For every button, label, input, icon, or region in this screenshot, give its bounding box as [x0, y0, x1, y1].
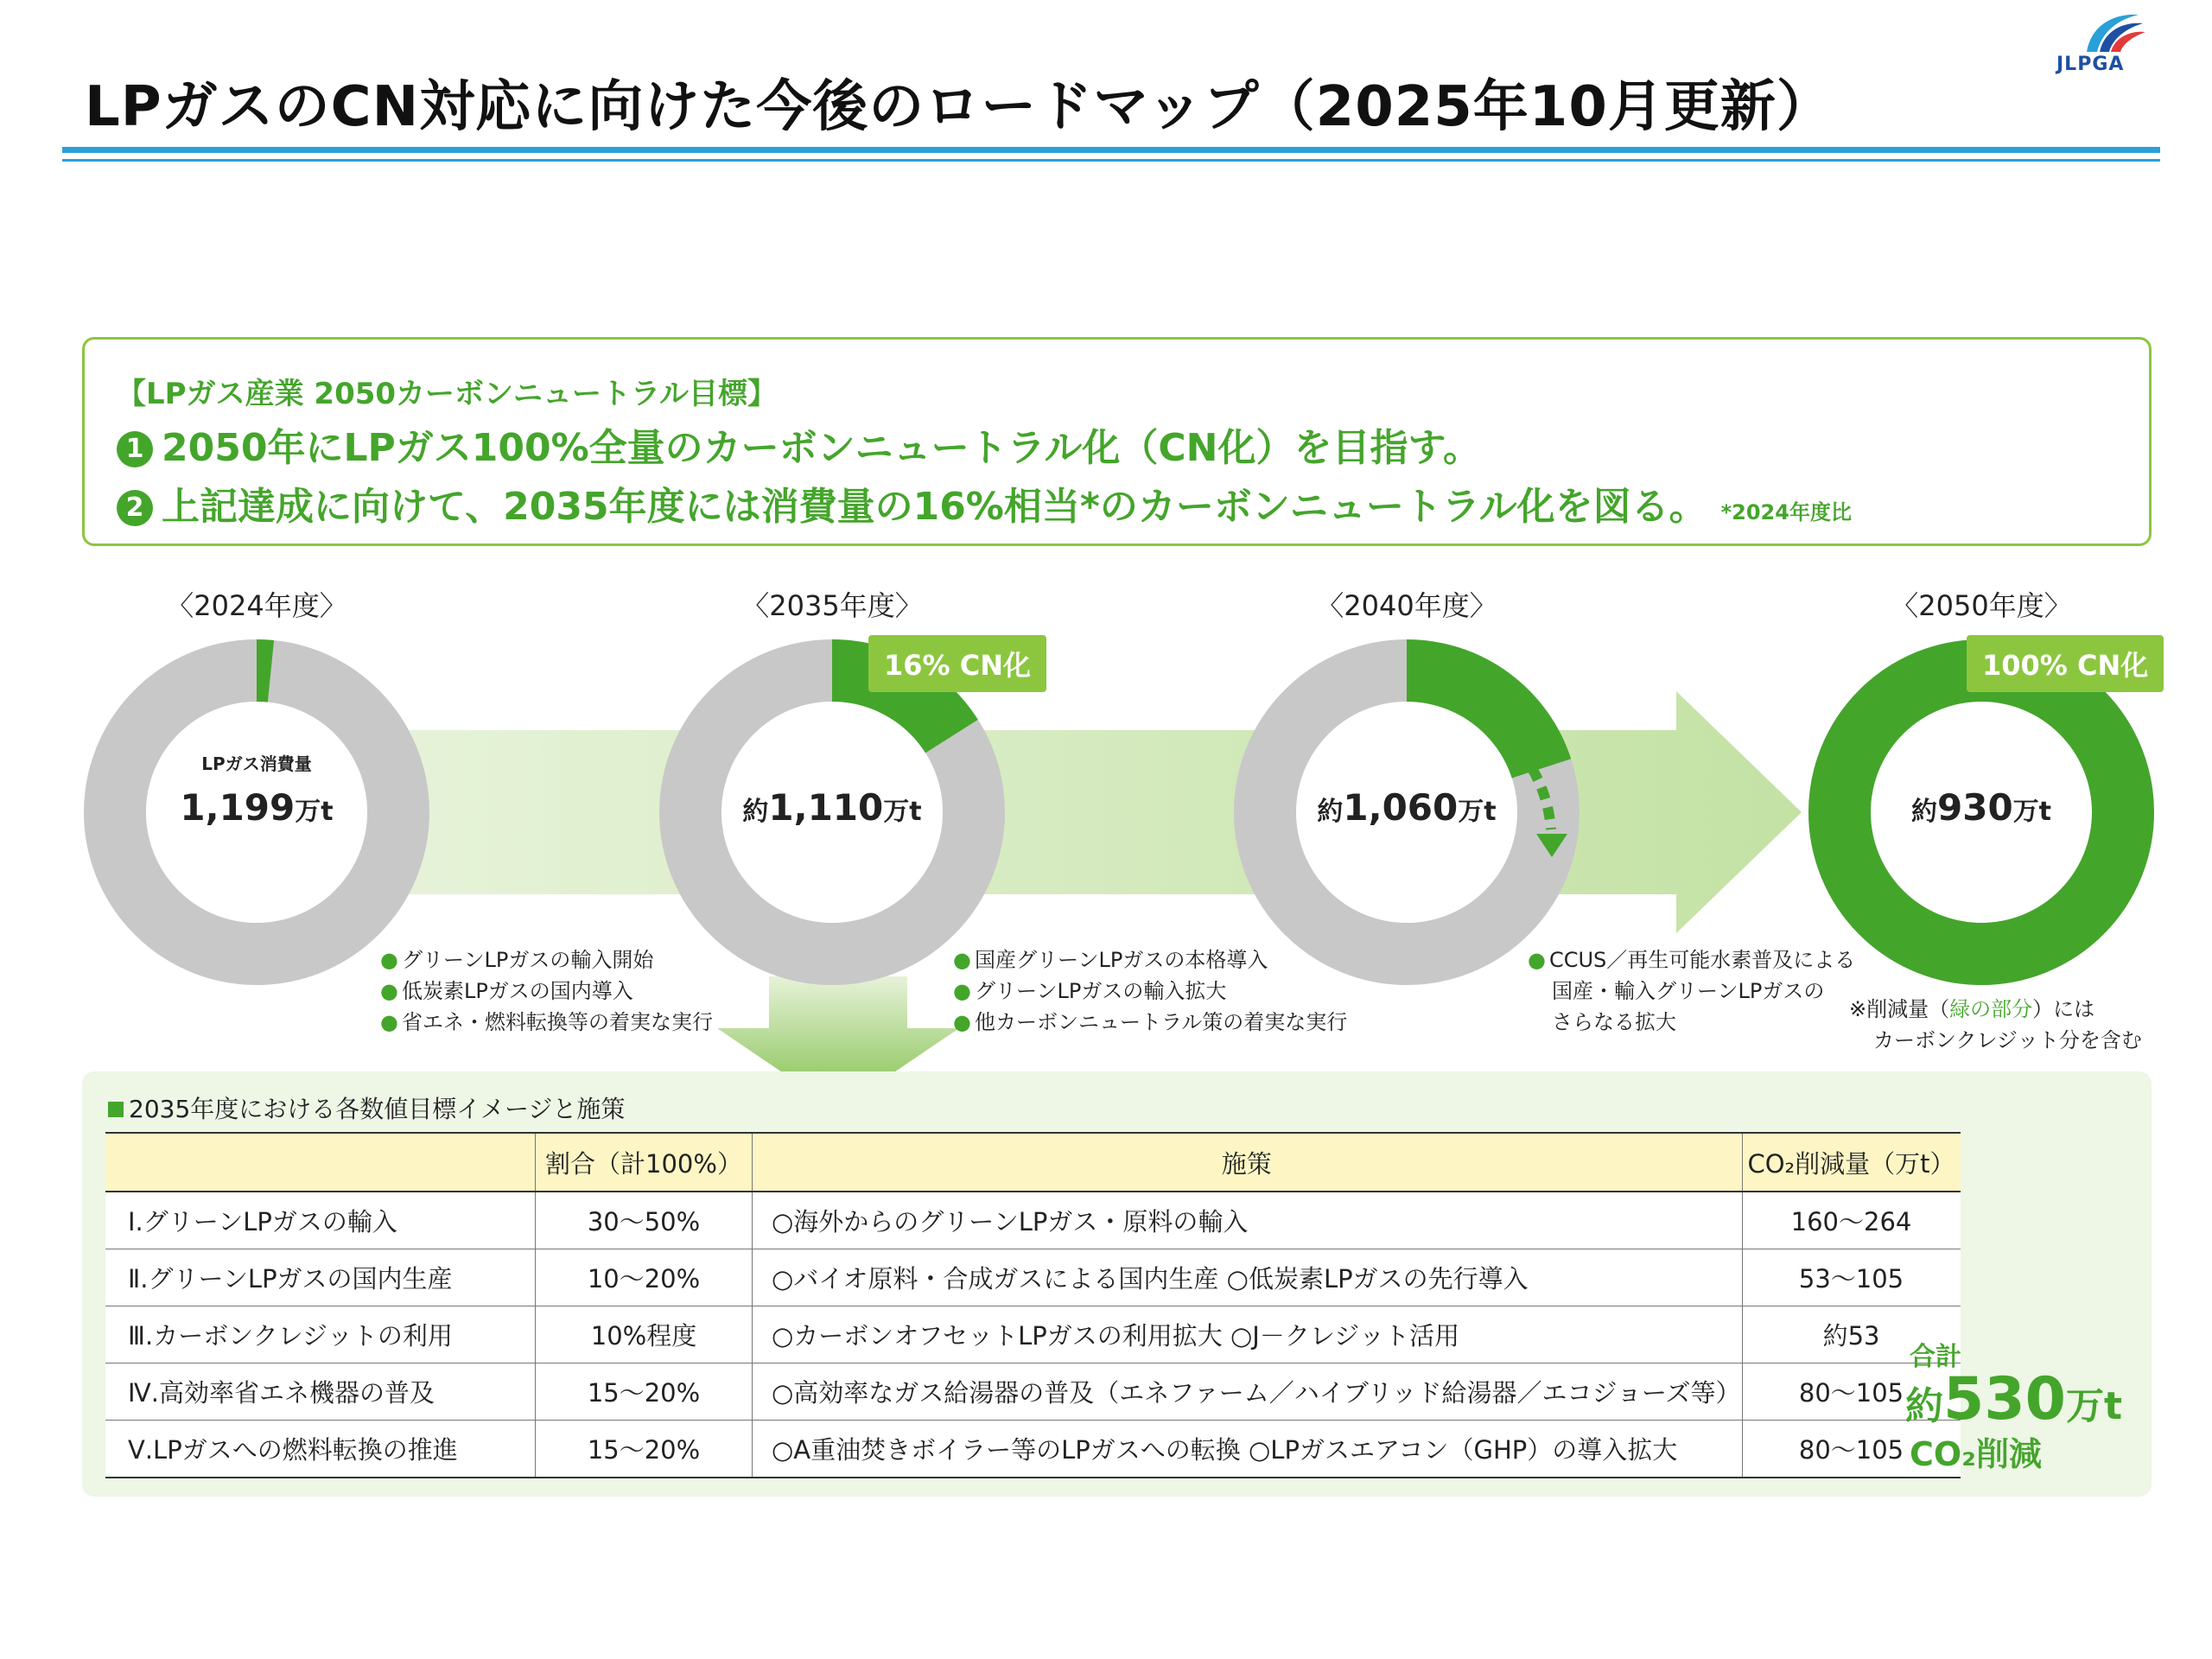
table-header-row	[105, 1133, 1961, 1192]
notes-2035-2040	[953, 944, 1347, 1038]
note-item: ● 低炭素LPガスの国内導入	[380, 979, 633, 1003]
bullet-dot-icon: ●	[953, 979, 971, 1003]
cell-co2: 160～264	[1742, 1192, 1961, 1249]
cell-item: Ⅳ.高効率省エネ機器の普及	[105, 1363, 536, 1421]
note-item: ● グリーンLPガスの輸入拡大	[953, 979, 1227, 1003]
cell-ratio: 10%程度	[536, 1306, 753, 1363]
table-row	[105, 1306, 1961, 1363]
cell-measure: ○バイオ原料・合成ガスによる国内生産 ○低炭素LPガスの先行導入	[753, 1249, 1743, 1306]
credit-note-line1: ※削減量（緑の部分）には	[1849, 997, 2095, 1021]
bullet-dot-icon: ●	[1528, 948, 1546, 972]
header-co2: CO₂削減量（万t）	[1742, 1133, 1961, 1192]
logo-text: JLPGA	[2056, 54, 2125, 75]
stage-year-2040: 〈2040年度〉	[1316, 589, 1497, 622]
donut-unit: 万t	[2012, 797, 2052, 827]
donut-unit: 万t	[295, 797, 334, 827]
credit-note	[1849, 994, 2142, 1056]
table-row	[105, 1249, 1961, 1306]
stage-year-2050: 〈2050年度〉	[1891, 589, 2072, 622]
stage-year-2035: 〈2035年度〉	[741, 589, 923, 622]
donut-label-consumption: LPガス消費量	[201, 753, 312, 774]
donut-unit: 万t	[883, 797, 922, 827]
cell-measure: ○A重油焚きボイラー等のLPガスへの転換 ○LPガスエアコン（GHP）の導入拡大	[753, 1421, 1743, 1478]
cn-badge-100: 100% CN化	[1967, 635, 2164, 692]
cell-co2: 約53	[1742, 1306, 1961, 1363]
donut-number: 930	[1936, 786, 2013, 829]
donut-number: 1,060	[1343, 786, 1459, 829]
header-measure: 施策	[753, 1133, 1743, 1192]
green-square-icon	[108, 1102, 124, 1117]
number-two-icon: 2	[117, 490, 153, 526]
note-item: ● CCUS／再生可能水素普及による	[1528, 948, 1856, 972]
donut-value-2050	[1911, 786, 2051, 829]
cell-item: Ⅴ.LPガスへの燃料転換の推進	[105, 1421, 536, 1478]
donut-prefix: 約	[1910, 797, 1937, 827]
cell-co2: 80～105	[1742, 1421, 1961, 1478]
cell-item: Ⅰ.グリーンLPガスの輸入	[105, 1192, 536, 1249]
measures-table	[105, 1132, 1961, 1478]
note-item: ● 国産グリーンLPガスの本格導入	[953, 948, 1268, 972]
note-item: 国産・輸入グリーンLPガスの	[1552, 979, 1825, 1003]
bullet-dot-icon: ●	[380, 1010, 398, 1034]
total-sub: CO₂削減	[1910, 1435, 2042, 1473]
notes-2040-2050	[1528, 944, 1855, 1038]
stage-year-2024: 〈2024年度〉	[166, 589, 347, 622]
note-item: ● 省エネ・燃料転換等の着実な実行	[380, 1010, 713, 1034]
donut-unit: 万t	[1458, 797, 1497, 827]
bullet-dot-icon: ●	[953, 948, 971, 972]
cell-ratio: 15～20%	[536, 1363, 753, 1421]
note-item: ● グリーンLPガスの輸入開始	[380, 948, 654, 972]
donut-number: 1,199	[180, 786, 296, 829]
note-item: ● 他カーボンニュートラル策の着実な実行	[953, 1010, 1348, 1034]
number-one-icon: 1	[117, 431, 153, 467]
donut-value-2040	[1317, 786, 1496, 829]
table-row	[105, 1363, 1961, 1421]
credit-note-line2: カーボンクレジット分を含む	[1873, 1028, 2142, 1052]
cell-ratio: 15～20%	[536, 1421, 753, 1478]
cell-ratio: 10～20%	[536, 1249, 753, 1306]
bullet-dot-icon: ●	[380, 948, 398, 972]
cn-badge-16: 16% CN化	[868, 635, 1046, 692]
cell-measure: ○海外からのグリーンLPガス・原料の輸入	[753, 1192, 1743, 1249]
donut-number: 1,110	[768, 786, 884, 829]
goal-text-2: 上記達成に向けて、2035年度には消費量の16%相当*のカーボンニュートラル化を図る。	[162, 485, 1707, 529]
page-title: LPガスのCN対応に向けた今後のロードマップ（2025年10月更新）	[85, 75, 1833, 139]
cell-item: Ⅲ.カーボンクレジットの利用	[105, 1306, 536, 1363]
table-heading: 2035年度における各数値目標イメージと施策	[108, 1090, 625, 1125]
goal-footnote: *2024年度比	[1720, 500, 1852, 524]
cell-item: Ⅱ.グリーンLPガスの国内生産	[105, 1249, 536, 1306]
total-number: 530	[1943, 1365, 2066, 1433]
bullet-dot-icon: ●	[380, 979, 398, 1003]
goal-text-1: 2050年にLPガス100%全量のカーボンニュートラル化（CN化）を目指す。	[162, 426, 1481, 470]
cell-co2: 53～105	[1742, 1249, 1961, 1306]
goal-heading: 【LPガス産業 2050カーボンニュートラル目標】	[117, 377, 778, 411]
cell-co2: 80～105	[1742, 1363, 1961, 1421]
donut-prefix: 約	[1317, 797, 1344, 827]
notes-2024-2035	[380, 944, 713, 1038]
total-prefix: 約	[1905, 1384, 1943, 1428]
total-unit: 万t	[2065, 1384, 2122, 1428]
table-row	[105, 1192, 1961, 1249]
donut-value-2035	[742, 786, 921, 829]
header-item	[105, 1133, 536, 1192]
donut-value-2024	[180, 786, 333, 829]
note-item: さらなる拡大	[1552, 1010, 1676, 1034]
cell-measure: ○高効率なガス給湯器の普及（エネファーム／ハイブリッド給湯器／エコジョーズ等）	[753, 1363, 1743, 1421]
bullet-dot-icon: ●	[953, 1010, 971, 1034]
donut-prefix: 約	[742, 797, 769, 827]
header-ratio: 割合（計100%）	[536, 1133, 753, 1192]
total-value	[1905, 1365, 2122, 1433]
cell-ratio: 30～50%	[536, 1192, 753, 1249]
cell-measure: ○カーボンオフセットLPガスの利用拡大 ○J－クレジット活用	[753, 1306, 1743, 1363]
total-label: 合計	[1910, 1342, 1961, 1372]
table-row	[105, 1421, 1961, 1478]
